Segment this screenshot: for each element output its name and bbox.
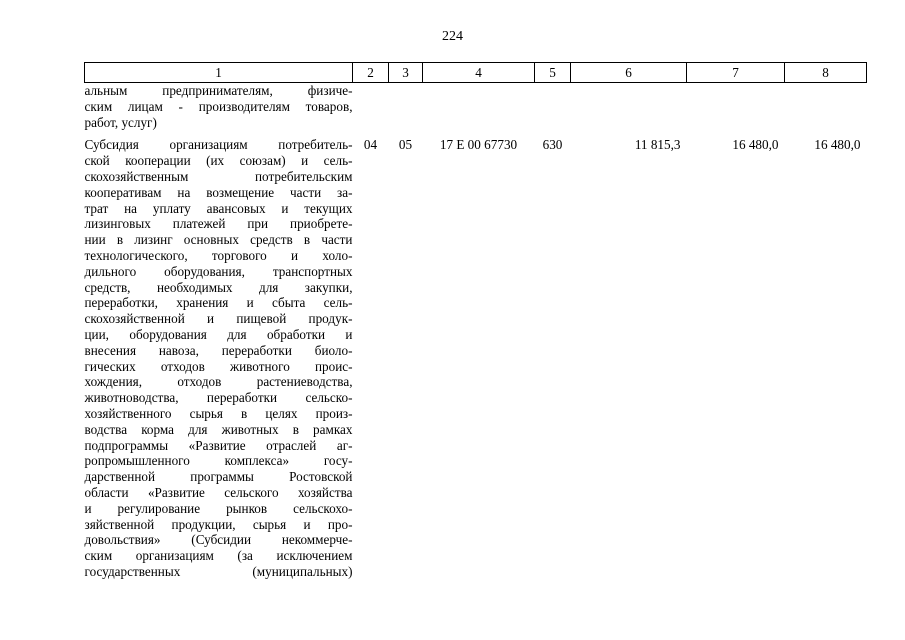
description-line: подпрограммы «Развитие отраслей аг- — [84, 437, 353, 453]
description-line: ропромышленного комплекса» госу- — [84, 453, 353, 469]
description-line: нии в лизинг основных средств в части — [84, 232, 353, 248]
cell-target-article — [423, 83, 535, 138]
header-col-4: 4 — [423, 63, 535, 83]
cell-amount-1: 11 815,3 — [634, 137, 681, 153]
cell-expense-type: 630 — [542, 137, 563, 153]
cell-subsection — [389, 83, 423, 138]
description-line: животноводства, переработки сельско- — [84, 390, 353, 406]
description-line: скохозяйственной и пищевой продук- — [84, 311, 353, 327]
cell-target-article: 17 Е 00 67730 — [439, 137, 518, 153]
header-col-1: 1 — [85, 63, 353, 83]
cell-subsection: 05 — [398, 137, 413, 153]
header-col-3: 3 — [389, 63, 423, 83]
header-col-6: 6 — [571, 63, 687, 83]
column-number-header-row — [85, 63, 867, 83]
description-line: дарственной программы Ростовской — [84, 469, 353, 485]
description-line: скохозяйственным потребительским — [84, 168, 353, 184]
cell-section: 04 — [363, 137, 378, 153]
table-row-subsidy — [85, 137, 867, 579]
description-line: технологического, торгового и холо- — [84, 247, 353, 263]
header-col-7: 7 — [687, 63, 785, 83]
cell-amount-3: 16 480,0 — [814, 137, 861, 153]
description-line: альным предпринимателям, физиче- — [84, 83, 353, 98]
description-line: довольствия» (Субсидии некоммерче- — [84, 532, 353, 548]
description-line: дильного оборудования, транспортных — [84, 263, 353, 279]
header-col-2: 2 — [353, 63, 389, 83]
page-number: 224 — [442, 29, 463, 44]
budget-table — [84, 62, 867, 580]
description-line: работ, услуг) — [84, 114, 157, 130]
cell-amount-2: 16 480,0 — [732, 137, 779, 153]
description-line: средств, необходимых для закупки, — [84, 279, 353, 295]
row-description — [85, 137, 353, 579]
cell-section — [353, 83, 389, 138]
description-line: ским организациям (за исключением — [84, 548, 353, 564]
description-line: переработки, хранения и сбыта сель- — [84, 295, 353, 311]
description-line: зяйственной продукции, сырья и про- — [84, 516, 353, 532]
description-line: Субсидия организациям потребитель- — [84, 137, 353, 153]
description-line: хозяйственного сырья в целях произ- — [84, 405, 353, 421]
cell-amount-3 — [785, 83, 867, 138]
description-line: ским лицам - производителям товаров, — [84, 98, 353, 114]
header-col-5: 5 — [535, 63, 571, 83]
description-line: области «Развитие сельского хозяйства — [84, 484, 353, 500]
description-line: хождения, отходов растениеводства, — [84, 374, 353, 390]
description-line: ской кооперации (их союзам) и сель- — [84, 153, 353, 169]
row-description — [85, 83, 353, 138]
description-line: и регулирование рынков сельскохо- — [84, 500, 353, 516]
description-line: трат на уплату авансовых и текущих — [84, 200, 353, 216]
cell-expense-type — [535, 83, 571, 138]
description-line: внесения навоза, переработки биоло- — [84, 342, 353, 358]
description-line: кооперативам на возмещение части за- — [84, 184, 353, 200]
description-line: водства корма для животных в рамках — [84, 421, 353, 437]
description-line: гических отходов животного проис- — [84, 358, 353, 374]
description-line: государственных (муниципальных) — [84, 563, 353, 579]
description-line: лизинговых платежей при приобрете- — [84, 216, 353, 232]
cell-amount-1 — [571, 83, 687, 138]
cell-amount-2 — [687, 83, 785, 138]
table-row-continuation — [85, 83, 867, 138]
header-col-8: 8 — [785, 63, 867, 83]
description-line: ции, оборудования для обработки и — [84, 326, 353, 342]
